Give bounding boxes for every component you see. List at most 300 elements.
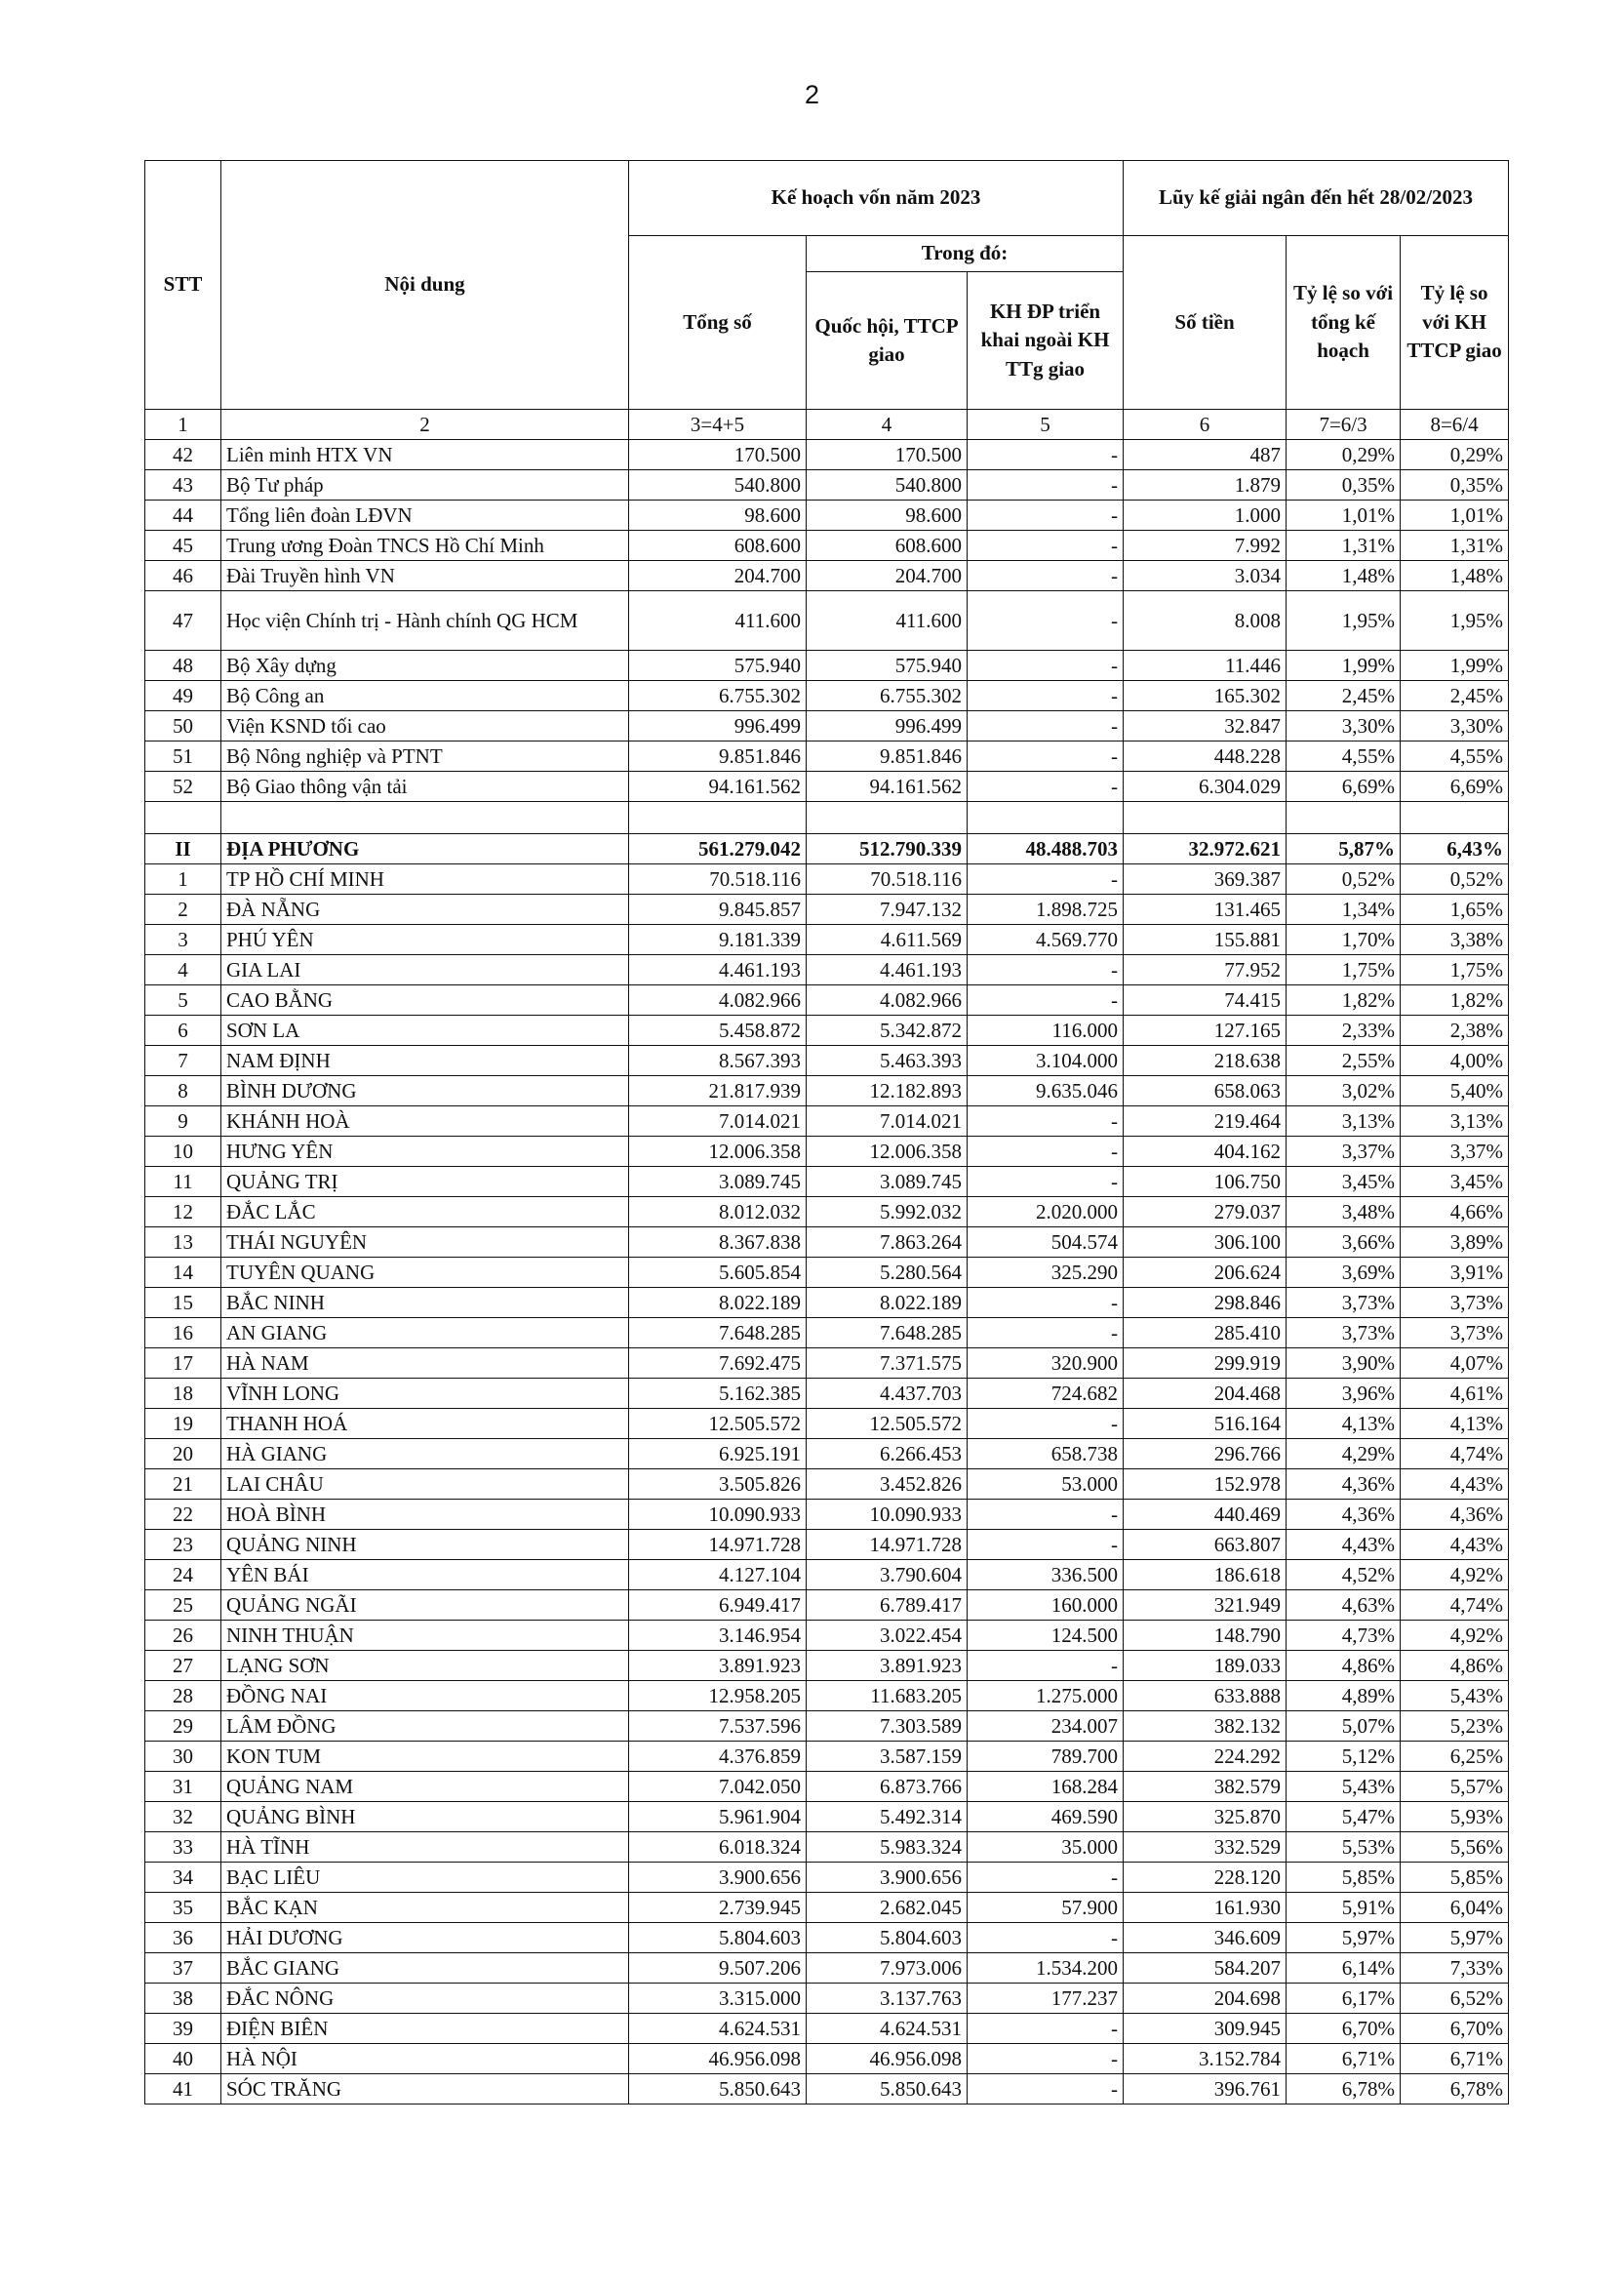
table-row [145, 1016, 1509, 1046]
row-local-extra: 177.237 [968, 1984, 1124, 2014]
row-local-extra: 504.574 [968, 1227, 1124, 1258]
row-ratio-total: 4,36% [1287, 1469, 1401, 1500]
row-stt: 48 [145, 651, 221, 681]
row-name: HƯNG YÊN [221, 1137, 629, 1167]
table-row [145, 1832, 1509, 1863]
row-assembly-gov: 512.790.339 [807, 834, 968, 864]
row-local-extra: - [968, 2014, 1124, 2044]
row-name: ĐẮC NÔNG [221, 1984, 629, 2014]
row-ratio-ttcp: 3,89% [1401, 1227, 1509, 1258]
disbursement-table [144, 160, 1509, 2105]
row-stt: 23 [145, 1530, 221, 1560]
row-ratio-ttcp: 5,93% [1401, 1802, 1509, 1832]
row-ratio-total: 3,30% [1287, 711, 1401, 742]
row-plan-total: 12.505.572 [629, 1409, 807, 1439]
row-stt: 40 [145, 2044, 221, 2074]
row-assembly-gov: 6.755.302 [807, 681, 968, 711]
row-amount: 165.302 [1124, 681, 1287, 711]
row-plan-total: 4.127.104 [629, 1560, 807, 1590]
row-plan-total: 9.507.206 [629, 1953, 807, 1984]
row-ratio-total: 5,07% [1287, 1711, 1401, 1742]
row-ratio-ttcp: 4,36% [1401, 1500, 1509, 1530]
row-ratio-ttcp: 5,85% [1401, 1863, 1509, 1893]
row-ratio-total: 4,29% [1287, 1439, 1401, 1469]
table-row [145, 1258, 1509, 1288]
row-local-extra: 320.900 [968, 1348, 1124, 1379]
row-stt: 1 [145, 864, 221, 895]
row-plan-total: 5.850.643 [629, 2074, 807, 2105]
column-index-cell: 4 [807, 410, 968, 440]
row-stt: 52 [145, 772, 221, 802]
row-ratio-total: 4,63% [1287, 1590, 1401, 1621]
row-name: Bộ Tư pháp [221, 470, 629, 501]
row-assembly-gov: 5.983.324 [807, 1832, 968, 1863]
row-ratio-total: 1,82% [1287, 985, 1401, 1016]
row-ratio-ttcp: 4,74% [1401, 1439, 1509, 1469]
row-amount: 487 [1124, 440, 1287, 470]
row-local-extra: 116.000 [968, 1016, 1124, 1046]
row-name: Viện KSND tối cao [221, 711, 629, 742]
locality-rows [145, 864, 1509, 2105]
row-ratio-total: 4,86% [1287, 1651, 1401, 1681]
row-name: LẠNG SƠN [221, 1651, 629, 1681]
row-ratio-ttcp: 5,57% [1401, 1772, 1509, 1802]
row-amount: 1.000 [1124, 501, 1287, 531]
row-assembly-gov: 7.973.006 [807, 1953, 968, 1984]
row-plan-total: 98.600 [629, 501, 807, 531]
row-ratio-ttcp: 1,99% [1401, 651, 1509, 681]
row-local-extra: - [968, 1651, 1124, 1681]
row-ratio-total: 6,71% [1287, 2044, 1401, 2074]
row-local-extra: - [968, 985, 1124, 1016]
row-local-extra: 1.898.725 [968, 895, 1124, 925]
row-plan-total: 7.692.475 [629, 1348, 807, 1379]
row-assembly-gov: 5.280.564 [807, 1258, 968, 1288]
row-local-extra: - [968, 864, 1124, 895]
table-row [145, 470, 1509, 501]
header-of-which: Trong đó: [807, 236, 1124, 272]
row-ratio-total: 1,75% [1287, 955, 1401, 985]
row-ratio-ttcp: 3,38% [1401, 925, 1509, 955]
row-name: HÀ TĨNH [221, 1832, 629, 1863]
row-plan-total: 21.817.939 [629, 1076, 807, 1106]
row-ratio-ttcp: 1,31% [1401, 531, 1509, 561]
row-assembly-gov: 10.090.933 [807, 1500, 968, 1530]
row-amount: 32.847 [1124, 711, 1287, 742]
row-amount: 448.228 [1124, 742, 1287, 772]
row-amount: 7.992 [1124, 531, 1287, 561]
row-amount: 299.919 [1124, 1348, 1287, 1379]
row-stt: 36 [145, 1923, 221, 1953]
row-amount: 218.638 [1124, 1046, 1287, 1076]
row-local-extra: 469.590 [968, 1802, 1124, 1832]
row-ratio-ttcp: 6,52% [1401, 1984, 1509, 2014]
row-ratio-ttcp: 0,52% [1401, 864, 1509, 895]
row-stt: 4 [145, 955, 221, 985]
row-stt: 9 [145, 1106, 221, 1137]
row-plan-total: 7.537.596 [629, 1711, 807, 1742]
row-amount: 204.698 [1124, 1984, 1287, 2014]
row-stt: 38 [145, 1984, 221, 2014]
row-name: ĐIỆN BIÊN [221, 2014, 629, 2044]
row-ratio-total: 4,89% [1287, 1681, 1401, 1711]
row-local-extra: - [968, 1530, 1124, 1560]
row-amount: 346.609 [1124, 1923, 1287, 1953]
row-amount: 321.949 [1124, 1590, 1287, 1621]
table-row [145, 440, 1509, 470]
row-assembly-gov: 4.082.966 [807, 985, 968, 1016]
row-assembly-gov: 4.461.193 [807, 955, 968, 985]
row-amount: 404.162 [1124, 1137, 1287, 1167]
row-plan-total: 14.971.728 [629, 1530, 807, 1560]
table-row [145, 864, 1509, 895]
row-assembly-gov: 3.587.159 [807, 1742, 968, 1772]
table-row [145, 681, 1509, 711]
row-assembly-gov: 7.947.132 [807, 895, 968, 925]
row-amount: 279.037 [1124, 1197, 1287, 1227]
row-ratio-total: 6,70% [1287, 2014, 1401, 2044]
row-name: Học viện Chính trị - Hành chính QG HCM [221, 591, 629, 651]
header-ratio-ttcp: Tỷ lệ so với KH TTCP giao [1401, 236, 1509, 410]
row-amount: 633.888 [1124, 1681, 1287, 1711]
row-local-extra: - [968, 470, 1124, 501]
row-assembly-gov: 4.611.569 [807, 925, 968, 955]
row-plan-total: 3.891.923 [629, 1651, 807, 1681]
row-local-extra: 336.500 [968, 1560, 1124, 1590]
row-assembly-gov: 7.303.589 [807, 1711, 968, 1742]
row-assembly-gov: 5.804.603 [807, 1923, 968, 1953]
row-ratio-ttcp: 6,78% [1401, 2074, 1509, 2105]
column-index-cell: 6 [1124, 410, 1287, 440]
table-row [145, 1288, 1509, 1318]
row-ratio-ttcp: 5,97% [1401, 1923, 1509, 1953]
row-stt: 12 [145, 1197, 221, 1227]
header-plan-total: Tổng số [629, 236, 807, 410]
row-name: THANH HOÁ [221, 1409, 629, 1439]
row-assembly-gov: 7.863.264 [807, 1227, 968, 1258]
row-local-extra: - [968, 2074, 1124, 2105]
row-amount: 6.304.029 [1124, 772, 1287, 802]
row-stt: 46 [145, 561, 221, 591]
row-ratio-total: 1,34% [1287, 895, 1401, 925]
row-ratio-ttcp: 1,48% [1401, 561, 1509, 591]
row-local-extra: - [968, 651, 1124, 681]
row-name: AN GIANG [221, 1318, 629, 1348]
row-assembly-gov: 12.006.358 [807, 1137, 968, 1167]
row-stt: 13 [145, 1227, 221, 1258]
row-stt: 37 [145, 1953, 221, 1984]
row-plan-total: 8.012.032 [629, 1197, 807, 1227]
row-ratio-ttcp: 6,25% [1401, 1742, 1509, 1772]
row-local-extra: - [968, 1106, 1124, 1137]
row-ratio-ttcp: 0,29% [1401, 440, 1509, 470]
row-plan-total: 411.600 [629, 591, 807, 651]
header-local-extra: KH ĐP triển khai ngoài KH TTg giao [968, 272, 1124, 410]
row-name: ĐÀ NẴNG [221, 895, 629, 925]
row-name: Tổng liên đoàn LĐVN [221, 501, 629, 531]
row-name: SÓC TRĂNG [221, 2074, 629, 2105]
row-ratio-ttcp: 4,55% [1401, 742, 1509, 772]
row-local-extra: 724.682 [968, 1379, 1124, 1409]
row-assembly-gov: 3.089.745 [807, 1167, 968, 1197]
table-row [145, 561, 1509, 591]
row-name: SƠN LA [221, 1016, 629, 1046]
row-name: BẮC NINH [221, 1288, 629, 1318]
row-ratio-total: 4,36% [1287, 1500, 1401, 1530]
row-stt: 11 [145, 1167, 221, 1197]
row-amount: 382.579 [1124, 1772, 1287, 1802]
table-row [145, 1984, 1509, 2014]
table-row [145, 2014, 1509, 2044]
local-group-rows [145, 834, 1509, 864]
row-assembly-gov: 70.518.116 [807, 864, 968, 895]
row-stt: 19 [145, 1409, 221, 1439]
row-stt: 30 [145, 1742, 221, 1772]
row-amount: 186.618 [1124, 1560, 1287, 1590]
row-assembly-gov: 5.992.032 [807, 1197, 968, 1227]
row-assembly-gov: 9.851.846 [807, 742, 968, 772]
row-plan-total: 5.458.872 [629, 1016, 807, 1046]
row-local-extra: 4.569.770 [968, 925, 1124, 955]
row-ratio-total: 1,95% [1287, 591, 1401, 651]
row-name: Bộ Công an [221, 681, 629, 711]
row-assembly-gov: 3.891.923 [807, 1651, 968, 1681]
row-stt: 24 [145, 1560, 221, 1590]
table-row [145, 1137, 1509, 1167]
row-ratio-total: 1,70% [1287, 925, 1401, 955]
row-plan-total: 6.018.324 [629, 1832, 807, 1863]
row-ratio-ttcp: 2,38% [1401, 1016, 1509, 1046]
table-row [145, 501, 1509, 531]
row-amount: 8.008 [1124, 591, 1287, 651]
row-ratio-total: 1,31% [1287, 531, 1401, 561]
row-stt: 50 [145, 711, 221, 742]
table-row [145, 1167, 1509, 1197]
row-ratio-ttcp: 1,75% [1401, 955, 1509, 985]
row-local-extra: - [968, 772, 1124, 802]
row-ratio-total: 2,45% [1287, 681, 1401, 711]
row-ratio-ttcp: 3,73% [1401, 1318, 1509, 1348]
table-row [145, 1409, 1509, 1439]
row-name: YÊN BÁI [221, 1560, 629, 1590]
column-index-cell: 2 [221, 410, 629, 440]
row-amount: 77.952 [1124, 955, 1287, 985]
row-assembly-gov: 411.600 [807, 591, 968, 651]
row-local-extra: - [968, 1167, 1124, 1197]
row-ratio-ttcp: 3,73% [1401, 1288, 1509, 1318]
row-ratio-total: 5,12% [1287, 1742, 1401, 1772]
row-plan-total: 204.700 [629, 561, 807, 591]
row-local-extra: 9.635.046 [968, 1076, 1124, 1106]
row-amount: 298.846 [1124, 1288, 1287, 1318]
row-plan-total: 8.367.838 [629, 1227, 807, 1258]
row-name: Liên minh HTX VN [221, 440, 629, 470]
row-ratio-total: 5,47% [1287, 1802, 1401, 1832]
row-stt: 31 [145, 1772, 221, 1802]
row-stt: 18 [145, 1379, 221, 1409]
row-plan-total: 540.800 [629, 470, 807, 501]
row-assembly-gov: 3.900.656 [807, 1863, 968, 1893]
table-row [145, 1318, 1509, 1348]
row-local-extra: - [968, 1863, 1124, 1893]
row-local-extra: 234.007 [968, 1711, 1124, 1742]
row-local-extra: - [968, 531, 1124, 561]
row-stt: 47 [145, 591, 221, 651]
row-local-extra: 1.534.200 [968, 1953, 1124, 1984]
row-amount: 3.152.784 [1124, 2044, 1287, 2074]
row-name: THÁI NGUYÊN [221, 1227, 629, 1258]
row-plan-total: 3.146.954 [629, 1621, 807, 1651]
row-ratio-total: 5,91% [1287, 1893, 1401, 1923]
row-name: BÌNH DƯƠNG [221, 1076, 629, 1106]
row-amount: 332.529 [1124, 1832, 1287, 1863]
table-row [145, 1802, 1509, 1832]
page-number: 2 [804, 80, 820, 109]
ministry-rows [145, 440, 1509, 802]
row-assembly-gov: 608.600 [807, 531, 968, 561]
row-stt: 14 [145, 1258, 221, 1288]
row-plan-total: 608.600 [629, 531, 807, 561]
row-plan-total: 7.648.285 [629, 1318, 807, 1348]
row-name: BẮC KẠN [221, 1893, 629, 1923]
row-plan-total: 170.500 [629, 440, 807, 470]
row-ratio-ttcp: 7,33% [1401, 1953, 1509, 1984]
row-amount: 189.033 [1124, 1651, 1287, 1681]
row-ratio-total: 3,66% [1287, 1227, 1401, 1258]
row-ratio-total: 3,48% [1287, 1197, 1401, 1227]
row-ratio-ttcp: 4,74% [1401, 1590, 1509, 1621]
row-stt: 42 [145, 440, 221, 470]
row-name: ĐỊA PHƯƠNG [221, 834, 629, 864]
row-local-extra: - [968, 1409, 1124, 1439]
row-plan-total: 8.022.189 [629, 1288, 807, 1318]
row-assembly-gov: 94.161.562 [807, 772, 968, 802]
row-stt: 6 [145, 1016, 221, 1046]
row-stt: 27 [145, 1651, 221, 1681]
row-name: ĐỒNG NAI [221, 1681, 629, 1711]
row-plan-total: 4.082.966 [629, 985, 807, 1016]
row-plan-total: 996.499 [629, 711, 807, 742]
row-ratio-ttcp: 4,86% [1401, 1651, 1509, 1681]
row-name: ĐẮC LẮC [221, 1197, 629, 1227]
row-plan-total: 2.739.945 [629, 1893, 807, 1923]
table-row [145, 1923, 1509, 1953]
row-plan-total: 3.315.000 [629, 1984, 807, 2014]
row-plan-total: 7.014.021 [629, 1106, 807, 1137]
row-amount: 148.790 [1124, 1621, 1287, 1651]
table-row [145, 2044, 1509, 2074]
row-ratio-ttcp: 2,45% [1401, 681, 1509, 711]
row-assembly-gov: 6.873.766 [807, 1772, 968, 1802]
row-name: Bộ Giao thông vận tải [221, 772, 629, 802]
row-ratio-ttcp: 4,61% [1401, 1379, 1509, 1409]
row-plan-total: 9.845.857 [629, 895, 807, 925]
table-row [145, 1711, 1509, 1742]
table-row [145, 1560, 1509, 1590]
table-row [145, 1621, 1509, 1651]
row-amount: 224.292 [1124, 1742, 1287, 1772]
row-amount: 32.972.621 [1124, 834, 1287, 864]
table-row [145, 1863, 1509, 1893]
row-plan-total: 5.961.904 [629, 1802, 807, 1832]
row-ratio-total: 3,90% [1287, 1348, 1401, 1379]
row-amount: 309.945 [1124, 2014, 1287, 2044]
row-assembly-gov: 4.437.703 [807, 1379, 968, 1409]
row-name: TUYÊN QUANG [221, 1258, 629, 1288]
row-amount: 440.469 [1124, 1500, 1287, 1530]
row-ratio-ttcp: 6,70% [1401, 2014, 1509, 2044]
row-ratio-ttcp: 4,43% [1401, 1469, 1509, 1500]
row-ratio-ttcp: 3,45% [1401, 1167, 1509, 1197]
row-plan-total: 6.755.302 [629, 681, 807, 711]
row-plan-total: 9.181.339 [629, 925, 807, 955]
row-plan-total: 12.006.358 [629, 1137, 807, 1167]
row-assembly-gov: 14.971.728 [807, 1530, 968, 1560]
row-assembly-gov: 5.850.643 [807, 2074, 968, 2105]
row-ratio-total: 2,55% [1287, 1046, 1401, 1076]
row-stt: 33 [145, 1832, 221, 1863]
row-assembly-gov: 5.463.393 [807, 1046, 968, 1076]
row-local-extra: 2.020.000 [968, 1197, 1124, 1227]
row-stt: 43 [145, 470, 221, 501]
row-amount: 161.930 [1124, 1893, 1287, 1923]
row-assembly-gov: 8.022.189 [807, 1288, 968, 1318]
row-ratio-total: 6,78% [1287, 2074, 1401, 2105]
row-amount: 1.879 [1124, 470, 1287, 501]
row-amount: 228.120 [1124, 1863, 1287, 1893]
row-plan-total: 46.956.098 [629, 2044, 807, 2074]
row-stt: 32 [145, 1802, 221, 1832]
row-ratio-ttcp: 1,01% [1401, 501, 1509, 531]
row-assembly-gov: 5.492.314 [807, 1802, 968, 1832]
table-row [145, 1227, 1509, 1258]
header-plan-group: Kế hoạch vốn năm 2023 [629, 161, 1124, 236]
row-amount: 369.387 [1124, 864, 1287, 895]
row-ratio-total: 0,29% [1287, 440, 1401, 470]
row-amount: 219.464 [1124, 1106, 1287, 1137]
row-stt: 3 [145, 925, 221, 955]
row-plan-total: 5.804.603 [629, 1923, 807, 1953]
row-amount: 131.465 [1124, 895, 1287, 925]
table-row [145, 895, 1509, 925]
row-plan-total: 3.505.826 [629, 1469, 807, 1500]
row-name: QUẢNG NAM [221, 1772, 629, 1802]
row-ratio-ttcp: 6,69% [1401, 772, 1509, 802]
row-assembly-gov: 996.499 [807, 711, 968, 742]
row-ratio-total: 5,97% [1287, 1923, 1401, 1953]
row-ratio-ttcp: 4,92% [1401, 1560, 1509, 1590]
row-amount: 396.761 [1124, 2074, 1287, 2105]
row-name: BẮC GIANG [221, 1953, 629, 1984]
row-ratio-total: 1,48% [1287, 561, 1401, 591]
row-ratio-ttcp: 0,35% [1401, 470, 1509, 501]
row-amount: 3.034 [1124, 561, 1287, 591]
row-assembly-gov: 5.342.872 [807, 1016, 968, 1046]
row-local-extra: - [968, 1288, 1124, 1318]
row-local-extra: 1.275.000 [968, 1681, 1124, 1711]
row-plan-total: 12.958.205 [629, 1681, 807, 1711]
row-ratio-total: 3,37% [1287, 1137, 1401, 1167]
row-ratio-ttcp: 6,71% [1401, 2044, 1509, 2074]
row-local-extra: 160.000 [968, 1590, 1124, 1621]
row-stt: 35 [145, 1893, 221, 1923]
row-assembly-gov: 540.800 [807, 470, 968, 501]
row-local-extra: - [968, 711, 1124, 742]
row-assembly-gov: 575.940 [807, 651, 968, 681]
header-disbursed-group: Lũy kế giải ngân đến hết 28/02/2023 [1124, 161, 1509, 236]
row-assembly-gov: 2.682.045 [807, 1893, 968, 1923]
row-ratio-ttcp: 4,13% [1401, 1409, 1509, 1439]
